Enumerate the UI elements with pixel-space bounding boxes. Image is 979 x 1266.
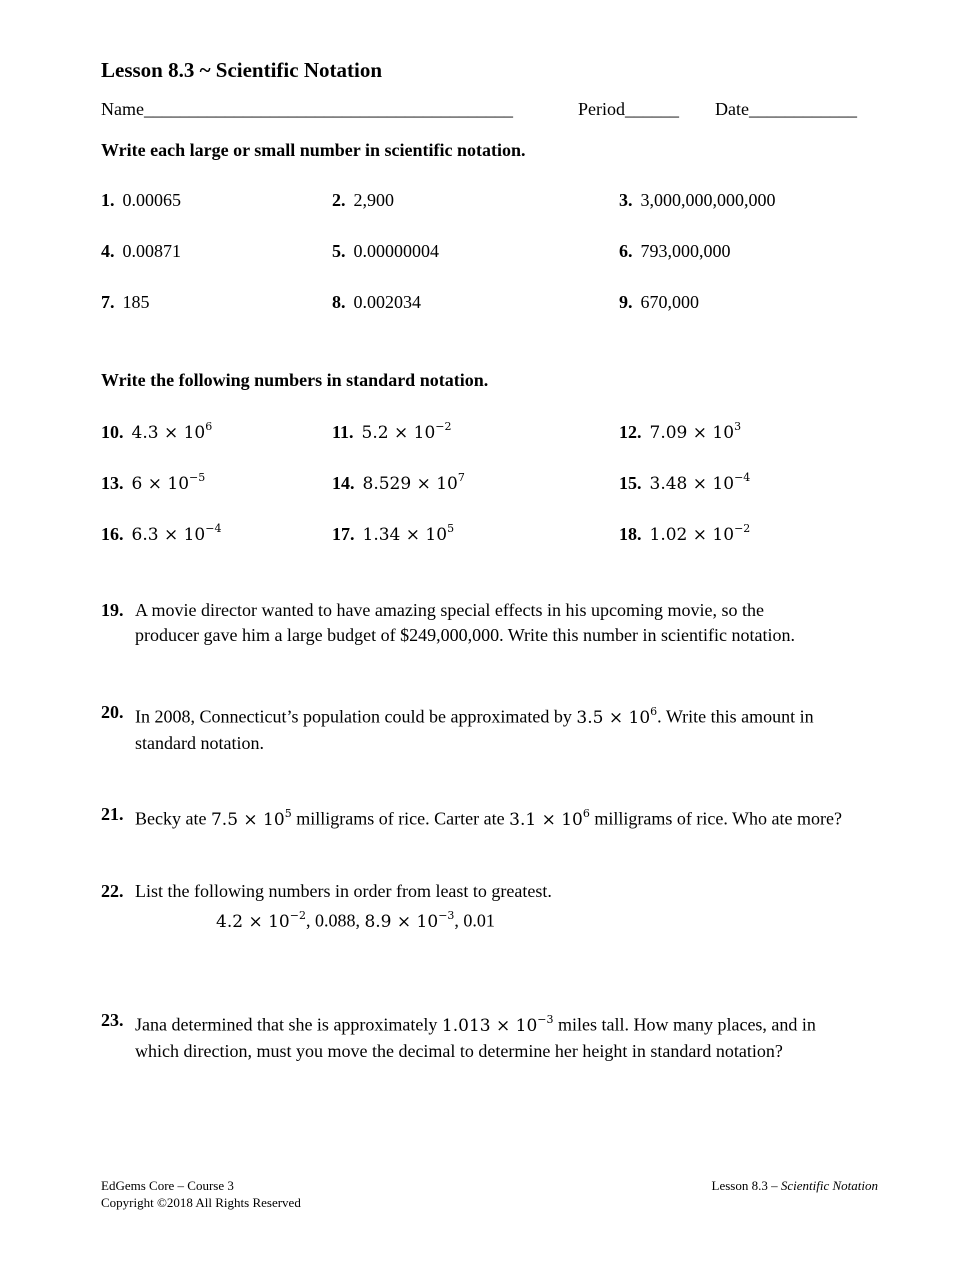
section1-heading: Write each large or small number in scientific notation. [101,140,526,160]
name-label: Name [101,99,144,119]
problem-11: 11. $5.2 \times 10^{-2}$ [332,420,452,443]
problem-10: 10. $4.3 \times 10^6$ [101,420,213,443]
problem-5: 5. 0.00000004 [332,241,439,261]
name-blank: _________________________________________ [143,99,513,119]
problem-22: 22. List the following numbers in order from least to greatest. $4.2 \times 10^{-2}$, 0.088, $8.9 \times 10^{-3}$, 0.01 [101,881,552,932]
problem-1: 1. 0.00065 [101,190,181,210]
problem-17: 17. $1.34 \times 10^5$ [332,522,455,545]
problem-7: 7. 185 [101,292,150,312]
date-label: Date [715,99,749,119]
footer-right: Lesson 8.3 – Scientific Notation [711,1178,878,1193]
problem-21: 21. Becky ate $7.5 \times 10^5$ milligrams of rice. Carter ate $3.1 \times 10^6$ milligrams of rice. Who ate more? [101,804,842,830]
problem-18: 18. $1.02 \times 10^{-2}$ [619,522,751,545]
problem-12: 12. $7.09 \times 10^3$ [619,420,742,443]
problem-16: 16. $6.3 \times 10^{-4}$ [101,522,222,545]
problem-19: 19. A movie director wanted to have amazing special effects in his upcoming movie, so the producer gave him a large budget of $249,000,000. Write this number in scientific notation. [101,600,795,645]
period-field [578,99,679,120]
period-blank: ______ [625,99,679,119]
period-label: Period [578,99,625,119]
page-title: Lesson 8.3 ~ Scientific Notation [101,58,382,82]
problem-20: 20. In 2008, Connecticut’s population could be approximated by $3.5 \times 10^6$. Write this amount in standard notation. [101,702,814,753]
problem-23: 23. Jana determined that she is approximately $1.013 \times 10^{-3}$ miles tall. How many places, and in which direction, must you move the decimal to determine her height in standard notation? [101,1010,816,1061]
footer-copyright: Copyright ©2018 All Rights Reserved [101,1195,301,1210]
footer-course: EdGems Core – Course 3 [101,1178,234,1193]
footer-left [101,1177,301,1211]
problem-6: 6. 793,000,000 [619,241,731,261]
problem-3: 3. 3,000,000,000,000 [619,190,776,210]
date-field [715,99,857,120]
problem-15: 15. $3.48 \times 10^{-4}$ [619,471,751,494]
problem-14: 14. $8.529 \times 10^7$ [332,471,465,494]
section2-heading: Write the following numbers in standard notation. [101,370,489,390]
problem-13: 13. $6 \times 10^{-5}$ [101,471,206,494]
problem-8: 8. 0.002034 [332,292,421,312]
problem-9: 9. 670,000 [619,292,699,312]
name-field [101,99,513,120]
problem-2: 2. 2,900 [332,190,394,210]
problem-4: 4. 0.00871 [101,241,181,261]
date-blank: ____________ [748,99,857,119]
